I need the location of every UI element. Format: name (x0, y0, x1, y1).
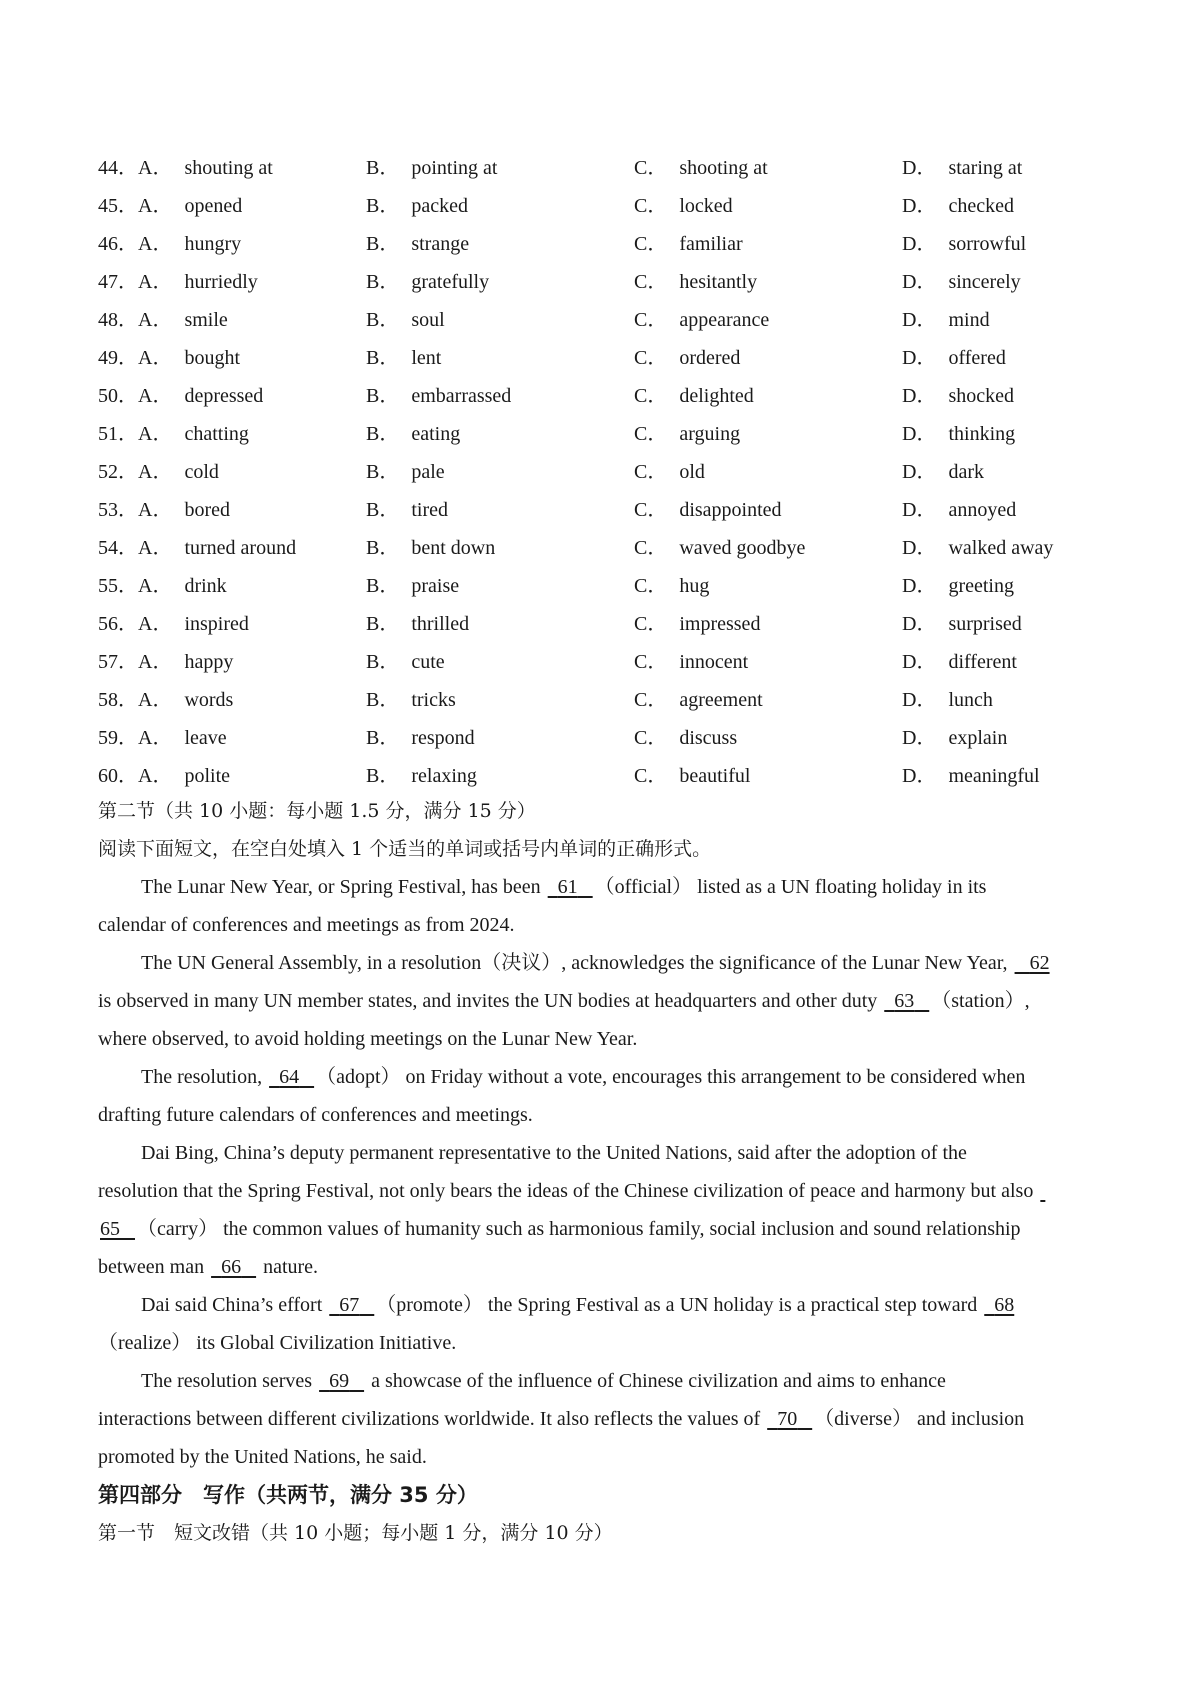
question-row (98, 184, 1108, 222)
option-letter: A． (138, 156, 173, 179)
option-c[interactable] (634, 531, 902, 560)
option-letter: C． (634, 308, 668, 331)
question-number: 59． (98, 726, 138, 749)
option-letter: D． (902, 612, 937, 635)
option-text: familiar (679, 232, 743, 255)
option-text: turned around (184, 536, 297, 559)
blank-64[interactable]: 64 (279, 1066, 300, 1088)
option-text: bored (184, 498, 230, 521)
question-row (98, 602, 1108, 640)
option-letter: D． (902, 688, 937, 711)
option-letter: D． (902, 764, 937, 787)
option-text: mind (948, 308, 990, 331)
option-text: shocked (948, 384, 1014, 407)
option-text: happy (184, 650, 234, 673)
option-b[interactable] (366, 227, 634, 256)
option-letter: D． (902, 650, 937, 673)
question-number: 47． (98, 270, 138, 293)
option-text: annoyed (948, 498, 1017, 521)
option-text: waved goodbye (679, 536, 806, 559)
option-text: gratefully (411, 270, 490, 293)
option-letter: B． (366, 764, 400, 787)
blank-67[interactable]: 67 (339, 1294, 360, 1316)
option-text: cute (411, 650, 445, 673)
option-a[interactable] (138, 417, 366, 446)
question-number: 45． (98, 194, 138, 217)
question-row (98, 450, 1108, 488)
option-d[interactable] (902, 189, 1102, 218)
option-c[interactable] (634, 227, 902, 256)
option-letter: C． (634, 384, 668, 407)
option-b[interactable] (366, 189, 634, 218)
option-text: hungry (184, 232, 242, 255)
option-b[interactable] (366, 151, 634, 180)
option-letter: C． (634, 422, 668, 445)
option-a[interactable] (138, 683, 366, 712)
passage-line: Dai said China’s effort 67 （promote） the Spring Festival as a UN holiday is a practical step toward 68 (98, 1286, 1108, 1324)
options-list (98, 146, 1108, 792)
option-c[interactable] (634, 721, 902, 750)
option-b[interactable] (366, 265, 634, 294)
option-a[interactable] (138, 531, 366, 560)
question-row (98, 336, 1108, 374)
question-number: 49． (98, 346, 138, 369)
option-letter: A． (138, 764, 173, 787)
exam-page (98, 146, 1108, 1552)
option-text: agreement (679, 688, 763, 711)
option-d[interactable] (902, 455, 1102, 484)
option-text: eating (411, 422, 461, 445)
option-text: surprised (948, 612, 1022, 635)
option-letter: B． (366, 384, 400, 407)
option-letter: D． (902, 498, 937, 521)
question-row (98, 260, 1108, 298)
option-letter: A． (138, 422, 173, 445)
option-letter: A． (138, 194, 173, 217)
option-b[interactable] (366, 531, 634, 560)
section2-instruction: 阅读下面短文，在空白处填入 1 个适当的单词或括号内单词的正确形式。 (98, 838, 712, 860)
option-letter: C． (634, 498, 668, 521)
question-number: 57． (98, 650, 138, 673)
option-text: thrilled (411, 612, 470, 635)
option-letter: B． (366, 536, 400, 559)
option-text: offered (948, 346, 1006, 369)
option-text: pointing at (411, 156, 498, 179)
option-c[interactable] (634, 265, 902, 294)
option-b[interactable] (366, 607, 634, 636)
question-row (98, 754, 1108, 792)
question-number: 44． (98, 156, 138, 179)
option-text: hurriedly (184, 270, 258, 293)
option-c[interactable] (634, 607, 902, 636)
passage-line: interactions between different civilizations worldwide. It also reflects the values of 70 （diverse） and inclusion (98, 1400, 1108, 1438)
option-letter: D． (902, 422, 937, 445)
option-d[interactable] (902, 645, 1102, 674)
option-b[interactable] (366, 341, 634, 370)
blank-65[interactable]: 65 (100, 1218, 120, 1240)
option-d[interactable] (902, 569, 1102, 598)
option-text: discuss (679, 726, 738, 749)
option-letter: B． (366, 346, 400, 369)
option-b[interactable] (366, 379, 634, 408)
option-letter: A． (138, 308, 173, 331)
option-text: cold (184, 460, 219, 483)
option-text: polite (184, 764, 230, 787)
option-letter: C． (634, 612, 668, 635)
option-text: staring at (948, 156, 1023, 179)
option-b[interactable] (366, 493, 634, 522)
section2-title: 第二节（共 10 小题：每小题 1.5 分，满分 15 分） (98, 800, 536, 822)
option-text: respond (411, 726, 475, 749)
option-c[interactable] (634, 341, 902, 370)
option-a[interactable] (138, 227, 366, 256)
option-letter: A． (138, 232, 173, 255)
question-row (98, 222, 1108, 260)
option-text: old (679, 460, 705, 483)
option-letter: D． (902, 384, 937, 407)
option-letter: D． (902, 726, 937, 749)
option-text: beautiful (679, 764, 751, 787)
option-b[interactable] (366, 303, 634, 332)
option-text: locked (679, 194, 733, 217)
option-text: impressed (679, 612, 761, 635)
option-text: thinking (948, 422, 1016, 445)
option-a[interactable] (138, 759, 366, 788)
option-letter: B． (366, 460, 400, 483)
option-text: bent down (411, 536, 496, 559)
option-text: delighted (679, 384, 754, 407)
option-text: hug (679, 574, 710, 597)
option-a[interactable] (138, 379, 366, 408)
part4-title: 第四部分 写作（共两节，满分 35 分） (98, 1483, 478, 1507)
question-number: 51． (98, 422, 138, 445)
blank-62[interactable]: 62 (1029, 952, 1050, 974)
option-text: appearance (679, 308, 770, 331)
question-row (98, 640, 1108, 678)
question-number: 53． (98, 498, 138, 521)
option-text: innocent (679, 650, 749, 673)
option-d[interactable] (902, 531, 1102, 560)
option-letter: A． (138, 346, 173, 369)
option-a[interactable] (138, 493, 366, 522)
option-c[interactable] (634, 759, 902, 788)
option-text: different (948, 650, 1017, 673)
option-letter: B． (366, 194, 400, 217)
option-letter: D． (902, 346, 937, 369)
option-a[interactable] (138, 569, 366, 598)
question-number: 48． (98, 308, 138, 331)
option-letter: D． (902, 574, 937, 597)
option-d[interactable] (902, 303, 1102, 332)
option-c[interactable] (634, 417, 902, 446)
option-letter: A． (138, 574, 173, 597)
option-c[interactable] (634, 379, 902, 408)
option-letter: B． (366, 650, 400, 673)
option-d[interactable] (902, 227, 1102, 256)
option-a[interactable] (138, 189, 366, 218)
question-row (98, 678, 1108, 716)
option-text: bought (184, 346, 241, 369)
question-number: 52． (98, 460, 138, 483)
option-letter: D． (902, 460, 937, 483)
passage-line: 65 （carry） the common values of humanity such as harmonious family, social inclusion and sound relationship (98, 1210, 1108, 1248)
blank-65-start (1038, 1172, 1047, 1210)
option-letter: B． (366, 308, 400, 331)
option-text: explain (948, 726, 1008, 749)
blank-61[interactable]: 61 (557, 876, 578, 898)
option-text: smile (184, 308, 228, 331)
option-b[interactable] (366, 759, 634, 788)
option-d[interactable] (902, 265, 1102, 294)
option-text: praise (411, 574, 460, 597)
option-letter: D． (902, 194, 937, 217)
option-letter: C． (634, 650, 668, 673)
option-letter: A． (138, 688, 173, 711)
option-text: leave (184, 726, 227, 749)
option-a[interactable] (138, 151, 366, 180)
option-b[interactable] (366, 455, 634, 484)
option-a[interactable] (138, 341, 366, 370)
option-letter: C． (634, 232, 668, 255)
passage-line: drafting future calendars of conferences and meetings. (98, 1104, 533, 1126)
option-a[interactable] (138, 645, 366, 674)
option-text: soul (411, 308, 445, 331)
option-text: lent (411, 346, 442, 369)
option-letter: D． (902, 232, 937, 255)
option-text: lunch (948, 688, 993, 711)
option-letter: A． (138, 650, 173, 673)
option-d[interactable] (902, 151, 1102, 180)
passage-line: is observed in many UN member states, and invites the UN bodies at headquarters and other duty 63 （station）, (98, 982, 1108, 1020)
option-d[interactable] (902, 493, 1102, 522)
passage-line: The UN General Assembly, in a resolution（决议）, acknowledges the significance of the Lunar New Year, 62 (98, 944, 1108, 982)
option-letter: B． (366, 612, 400, 635)
option-letter: A． (138, 498, 173, 521)
option-letter: B． (366, 270, 400, 293)
passage-line: The resolution serves 69 a showcase of the influence of Chinese civilization and aims to enhance (98, 1362, 1108, 1400)
option-letter: C． (634, 346, 668, 369)
question-row (98, 374, 1108, 412)
option-a[interactable] (138, 265, 366, 294)
passage-line: calendar of conferences and meetings as from 2024. (98, 914, 515, 936)
option-letter: A． (138, 536, 173, 559)
option-b[interactable] (366, 645, 634, 674)
option-letter: C． (634, 270, 668, 293)
option-c[interactable] (634, 189, 902, 218)
option-c[interactable] (634, 683, 902, 712)
question-number: 46． (98, 232, 138, 255)
option-text: packed (411, 194, 468, 217)
blank-66[interactable]: 66 (221, 1256, 242, 1278)
question-number: 58． (98, 688, 138, 711)
option-text: inspired (184, 612, 249, 635)
option-text: opened (184, 194, 243, 217)
question-number: 56． (98, 612, 138, 635)
passage (98, 868, 1108, 1476)
question-number: 60． (98, 764, 138, 787)
option-letter: C． (634, 726, 668, 749)
option-text: walked away (948, 536, 1054, 559)
option-text: disappointed (679, 498, 782, 521)
option-letter: C． (634, 194, 668, 217)
option-letter: B． (366, 574, 400, 597)
option-a[interactable] (138, 303, 366, 332)
option-d[interactable] (902, 417, 1102, 446)
option-a[interactable] (138, 607, 366, 636)
option-text: sorrowful (948, 232, 1027, 255)
option-d[interactable] (902, 607, 1102, 636)
option-text: dark (948, 460, 984, 483)
option-a[interactable] (138, 455, 366, 484)
option-d[interactable] (902, 759, 1102, 788)
option-letter: A． (138, 460, 173, 483)
option-c[interactable] (634, 455, 902, 484)
passage-line: where observed, to avoid holding meetings on the Lunar New Year. (98, 1028, 638, 1050)
option-text: ordered (679, 346, 741, 369)
option-letter: C． (634, 156, 668, 179)
question-row (98, 526, 1108, 564)
question-row (98, 564, 1108, 602)
option-text: shooting at (679, 156, 768, 179)
option-c[interactable] (634, 493, 902, 522)
blank-68[interactable]: 68 (994, 1294, 1015, 1316)
question-row (98, 716, 1108, 754)
option-d[interactable] (902, 341, 1102, 370)
option-b[interactable] (366, 721, 634, 750)
option-letter: B． (366, 726, 400, 749)
blank-70[interactable]: 70 (777, 1408, 798, 1430)
option-letter: C． (634, 688, 668, 711)
option-letter: B． (366, 232, 400, 255)
option-letter: C． (634, 460, 668, 483)
option-text: sincerely (948, 270, 1021, 293)
option-b[interactable] (366, 417, 634, 446)
passage-line: The Lunar New Year, or Spring Festival, has been 61 （official） listed as a UN floating holiday in its (98, 868, 1108, 906)
option-letter: B． (366, 498, 400, 521)
option-letter: D． (902, 308, 937, 331)
option-c[interactable] (634, 303, 902, 332)
option-a[interactable] (138, 721, 366, 750)
option-text: drink (184, 574, 227, 597)
passage-line: promoted by the United Nations, he said. (98, 1446, 427, 1468)
question-number: 55． (98, 574, 138, 597)
question-row (98, 146, 1108, 184)
question-row (98, 488, 1108, 526)
passage-line: The resolution, 64 （adopt） on Friday without a vote, encourages this arrangement to be considered when (98, 1058, 1108, 1096)
option-letter: A． (138, 726, 173, 749)
option-text: embarrassed (411, 384, 512, 407)
blank-69[interactable]: 69 (329, 1370, 350, 1392)
option-c[interactable] (634, 151, 902, 180)
option-text: tired (411, 498, 448, 521)
option-letter: A． (138, 270, 173, 293)
option-text: greeting (948, 574, 1014, 597)
question-number: 54． (98, 536, 138, 559)
passage-line: resolution that the Spring Festival, not only bears the ideas of the Chinese civilization of peace and harmony but also (98, 1172, 1108, 1210)
option-text: words (184, 688, 234, 711)
option-text: chatting (184, 422, 249, 445)
option-b[interactable] (366, 569, 634, 598)
option-letter: D． (902, 536, 937, 559)
option-text: meaningful (948, 764, 1040, 787)
option-letter: B． (366, 156, 400, 179)
option-letter: C． (634, 536, 668, 559)
option-text: checked (948, 194, 1014, 217)
option-letter: A． (138, 384, 173, 407)
option-letter: C． (634, 574, 668, 597)
option-text: arguing (679, 422, 741, 445)
passage-line: Dai Bing, China’s deputy permanent representative to the United Nations, said after the adoption of the (141, 1142, 967, 1164)
option-text: strange (411, 232, 470, 255)
option-d[interactable] (902, 683, 1102, 712)
question-row (98, 412, 1108, 450)
option-text: pale (411, 460, 445, 483)
passage-line: between man 66 nature. (98, 1248, 1108, 1286)
option-letter: B． (366, 688, 400, 711)
option-d[interactable] (902, 721, 1102, 750)
option-letter: B． (366, 422, 400, 445)
option-letter: D． (902, 270, 937, 293)
passage-line: （realize） its Global Civilization Initiative. (98, 1332, 457, 1354)
option-letter: C． (634, 764, 668, 787)
option-letter: D． (902, 156, 937, 179)
option-c[interactable] (634, 645, 902, 674)
option-letter: A． (138, 612, 173, 635)
option-text: tricks (411, 688, 456, 711)
option-d[interactable] (902, 379, 1102, 408)
option-text: shouting at (184, 156, 273, 179)
option-c[interactable] (634, 569, 902, 598)
option-text: hesitantly (679, 270, 758, 293)
question-number: 50． (98, 384, 138, 407)
blank-63[interactable]: 63 (894, 990, 915, 1012)
part4-section1-title: 第一节 短文改错（共 10 小题；每小题 1 分，满分 10 分） (98, 1522, 613, 1544)
option-text: depressed (184, 384, 264, 407)
option-text: relaxing (411, 764, 477, 787)
question-row (98, 298, 1108, 336)
option-b[interactable] (366, 683, 634, 712)
